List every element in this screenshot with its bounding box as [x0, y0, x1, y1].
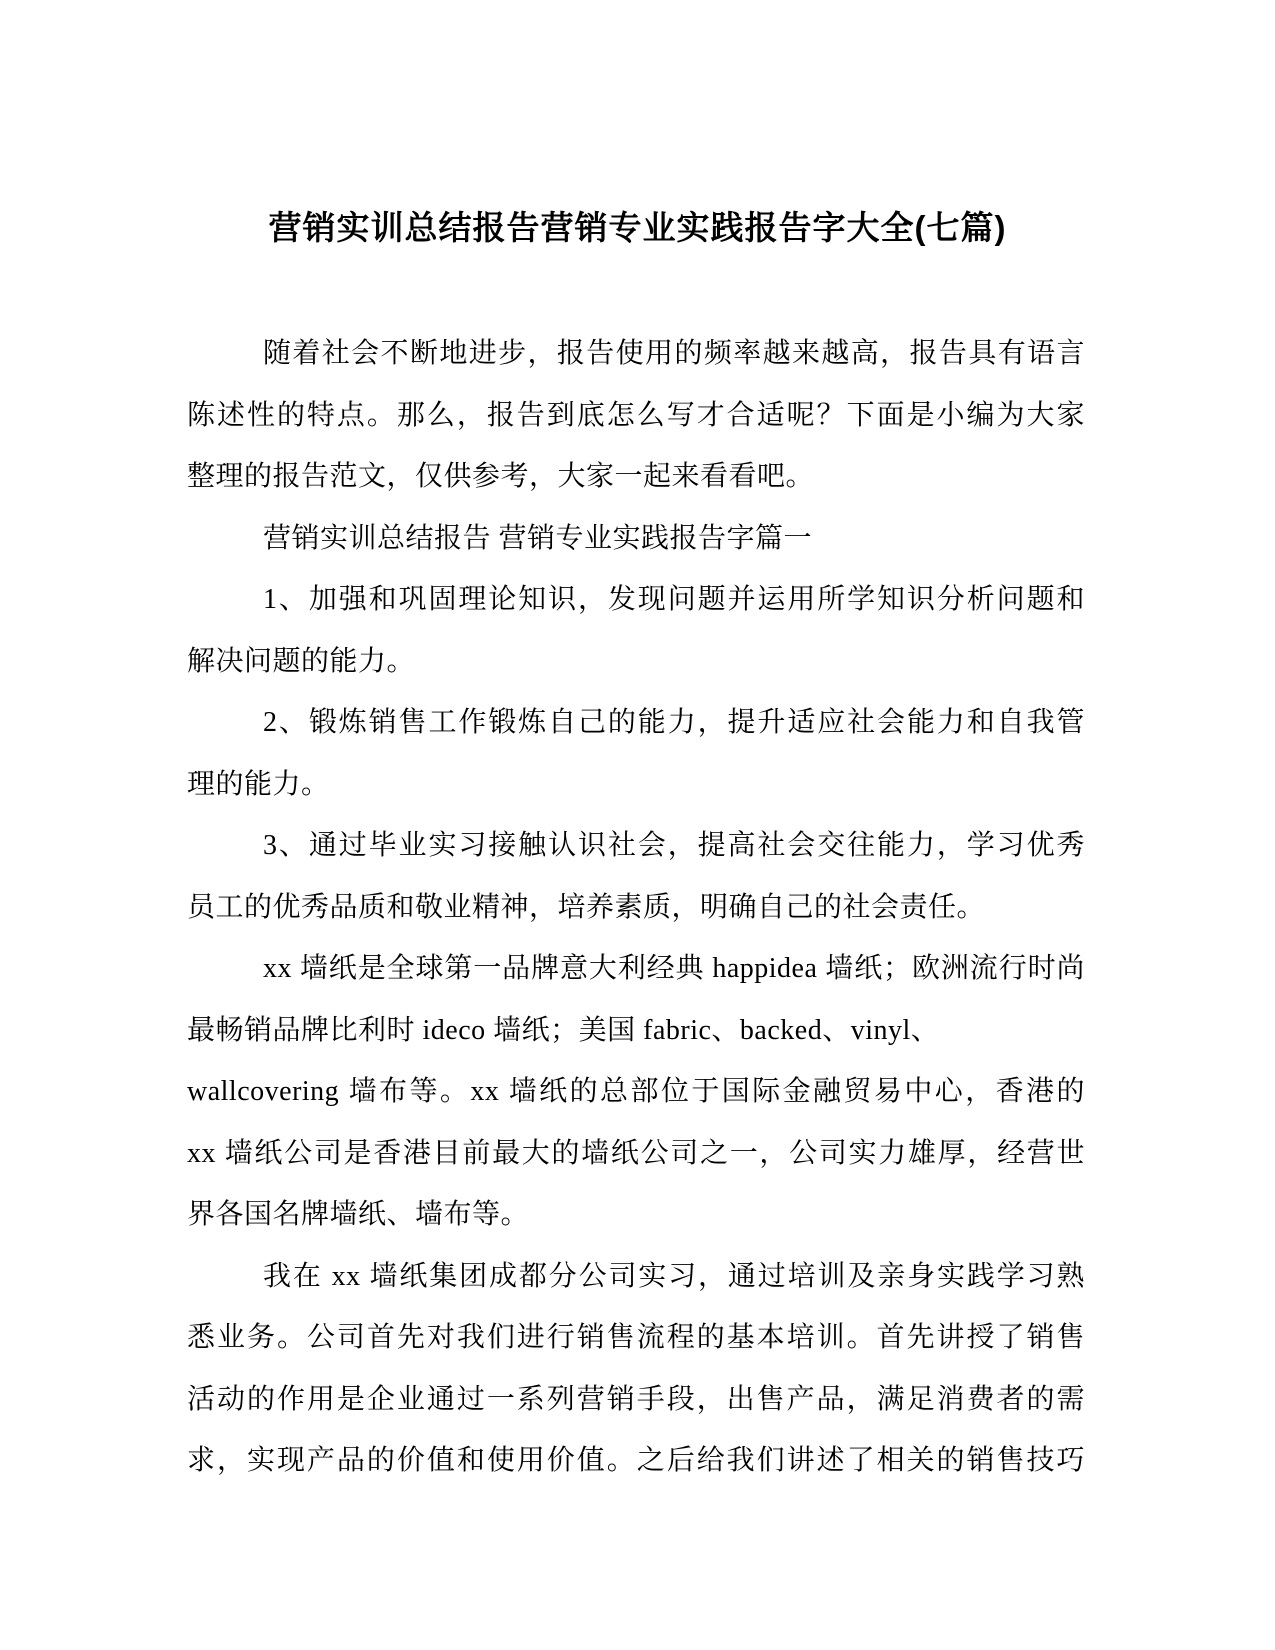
document-title: 营销实训总结报告营销专业实践报告字大全(七篇) [268, 209, 1007, 246]
paragraph-5-line-1: 3、通过毕业实习接触认识社会，提高社会交往能力，学习优秀 [263, 830, 1085, 861]
paragraph-7-line-1: 我在 xx 墙纸集团成都分公司实习，通过培训及亲身实践学习熟 [263, 1260, 1085, 1292]
paragraph-2-line-1: 营销实训总结报告 营销专业实践报告字篇一 [263, 522, 813, 554]
paragraph-6-line-2: 最畅销品牌比利时 ideco 墙纸；美国 fabric、backed、vinyl、 [187, 1014, 940, 1046]
paragraph-6-line-3: wallcovering 墙布等。xx 墙纸的总部位于国际金融贸易中心，香港的 [187, 1076, 1085, 1107]
paragraph-6-line-4: xx 墙纸公司是香港目前最大的墙纸公司之一，公司实力雄厚，经营世 [187, 1137, 1085, 1169]
paragraph-1-line-2: 陈述性的特点。那么，报告到底怎么写才合适呢？下面是小编为大家 [187, 399, 1085, 431]
paragraph-7-line-4: 求，实现产品的价值和使用价值。之后给我们讲述了相关的销售技巧 [187, 1445, 1085, 1476]
paragraph-3-line-2: 解决问题的能力。 [187, 645, 416, 677]
paragraph-6-line-5: 界各国名牌墙纸、墙布等。 [187, 1199, 530, 1230]
paragraph-1-line-3: 整理的报告范文，仅供参考，大家一起来看看吧。 [187, 461, 815, 492]
paragraph-6-line-1: xx 墙纸是全球第一品牌意大利经典 happidea 墙纸；欧洲流行时尚 [263, 953, 1085, 984]
paragraph-1-line-1: 随着社会不断地进步，报告使用的频率越来越高，报告具有语言 [263, 338, 1085, 369]
paragraph-3-line-1: 1、加强和巩固理论知识，发现问题并运用所学知识分析问题和 [263, 584, 1085, 615]
document-body [187, 323, 1085, 1492]
paragraph-7-line-2: 悉业务。公司首先对我们进行销售流程的基本培训。首先讲授了销售 [187, 1322, 1085, 1353]
paragraph-7-line-3: 活动的作用是企业通过一系列营销手段，出售产品，满足消费者的需 [187, 1383, 1085, 1415]
paragraph-4-line-2: 理的能力。 [187, 768, 330, 800]
paragraph-5-line-2: 员工的优秀品质和敬业精神，培养素质，明确自己的社会责任。 [187, 891, 986, 923]
paragraph-4-line-1: 2、锻炼销售工作锻炼自己的能力，提升适应社会能力和自我管 [263, 707, 1085, 738]
